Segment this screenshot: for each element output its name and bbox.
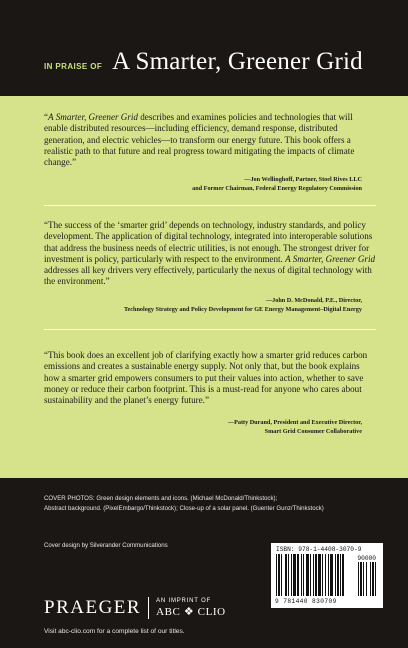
barcode-bar — [375, 562, 376, 596]
barcode-bars — [276, 554, 380, 598]
barcode-bar — [363, 562, 364, 596]
isbn-digits: 9 781440 830709 — [275, 598, 337, 605]
barcode-bar — [335, 554, 336, 596]
isbn-label: ISBN: 978-1-4408-3070-9 — [276, 546, 362, 553]
barcode-bar — [301, 554, 302, 596]
barcode-bar — [318, 554, 321, 596]
divider-2 — [44, 329, 376, 330]
barcode-bar — [366, 562, 367, 596]
praise-kicker: IN PRAISE OF — [44, 62, 103, 71]
barcode-bar — [342, 554, 344, 596]
cover-photo-credits-line-2: Abstract background. (PixelEmbargo/Thinkstock); Close-up of a solar panel. (Guenter Gunz/Thinkstock) — [44, 504, 324, 512]
quote-1-attribution-line-1: —Jon Wellinghoff, Partner, Stoel Rives LLC — [244, 176, 362, 183]
barcode-bar — [297, 554, 299, 596]
barcode-bar — [278, 554, 280, 596]
barcode-bar — [313, 554, 314, 596]
barcode-bar — [330, 554, 333, 596]
quote-2-attribution — [124, 296, 362, 314]
quote-3 — [44, 350, 376, 406]
cover-photo-credits-line-1: COVER PHOTOS: Green design elements and icons. (Michael McDonald/Thinkstock); — [44, 495, 278, 502]
barcode-bar — [360, 562, 362, 596]
imprint-label: AN IMPRINT OF — [156, 598, 212, 604]
book-title: A Smarter, Greener Grid — [112, 48, 363, 75]
quote-2 — [44, 220, 376, 288]
barcode-bar — [285, 554, 287, 596]
quote-3-attribution — [228, 418, 362, 436]
quote-3-attribution-line-2: Smart Grid Consumer Collaborative — [264, 428, 362, 435]
quotes-panel — [0, 96, 408, 478]
quote-2-attribution-line-1: —John D. McDonald, P.E., Director, — [265, 297, 362, 304]
praise-heading — [44, 48, 363, 76]
header-band — [0, 0, 408, 96]
quote-italic-title: A Smarter, Greener Grid — [48, 112, 138, 122]
quote-italic-title: A Smarter, Greener Grid — [285, 253, 376, 264]
imprint-block — [156, 598, 226, 618]
barcode-bar — [372, 562, 374, 596]
quote-text-segment: “This book does an excellent job of clarifying exactly how a smarter grid reduces carbon emissions and creates a sustainable energy supply. Not only that, but the book explains how a smarter grid empowers consumers to put their values into action, whether to save money or reduce their carbon footprint. This is a must-read for anyone who cares about sustainability and the planet’s energy future.” — [44, 350, 368, 406]
quote-2-attribution-line-2: Technology Strategy and Policy Development for GE Energy Management–Digital Energy — [123, 306, 362, 313]
quote-text-segment: “The success of the ‘smarter grid’ depends on technology, industry standards, and policy development. The application of digital technology, integrated into interoperable solutions that address the business needs of electric utilities, is not enough. The strongest driver for investment is policy, particularly with respect to the environment. — [44, 220, 373, 264]
isbn-barcode — [271, 543, 383, 608]
cover-design-credit: Cover design by Silverander Communications — [44, 542, 168, 549]
barcode-bar — [322, 554, 323, 596]
cover-photo-credits — [44, 494, 324, 513]
barcode-bar — [306, 554, 309, 596]
imprint-name: ABC ❖ CLIO — [156, 606, 226, 618]
barcode-bar — [293, 554, 296, 596]
quote-1-attribution — [192, 175, 362, 193]
barcode-bar — [315, 554, 317, 596]
barcode-bar — [340, 554, 341, 596]
quote-text-segment: addresses all key drivers very effectively, particularly the nexus of digital technology with the environment.” — [44, 265, 372, 287]
barcode-bar — [328, 554, 329, 596]
quote-3-attribution-line-1: —Patty Durand, President and Executive Director, — [227, 419, 362, 426]
barcode-bar — [276, 554, 277, 596]
quote-text-segment: describes and examines policies and technologies that will enable distributed resources—including efficiency, demand response, distributed generation, and electric vehicles—to transform our energy future. This book offers a realistic path to that future and real progress toward mitigating the impacts of climate change.” — [44, 112, 355, 168]
barcode-bar — [288, 554, 289, 596]
barcode-bar — [310, 554, 311, 596]
barcode-bar — [358, 562, 359, 596]
publisher-name: PRAEGER — [44, 597, 142, 618]
barcode-bar — [325, 554, 326, 596]
barcode-bar — [303, 554, 304, 596]
quote-1-attribution-line-2: and Former Chairman, Federal Energy Regulatory Commission — [192, 185, 362, 192]
visit-website-line: Visit abc-clio.com for a complete list of our titles. — [44, 628, 185, 635]
barcode-bar — [281, 554, 282, 596]
publisher-logo — [44, 597, 226, 619]
barcode-bar — [337, 554, 339, 596]
barcode-bar — [291, 554, 292, 596]
quote-1 — [44, 112, 376, 168]
logo-separator — [148, 597, 149, 619]
barcode-bar — [370, 562, 371, 596]
price-code: 90000 — [357, 555, 376, 562]
divider-1 — [44, 205, 376, 206]
quote-text-segment: “ — [44, 112, 49, 122]
